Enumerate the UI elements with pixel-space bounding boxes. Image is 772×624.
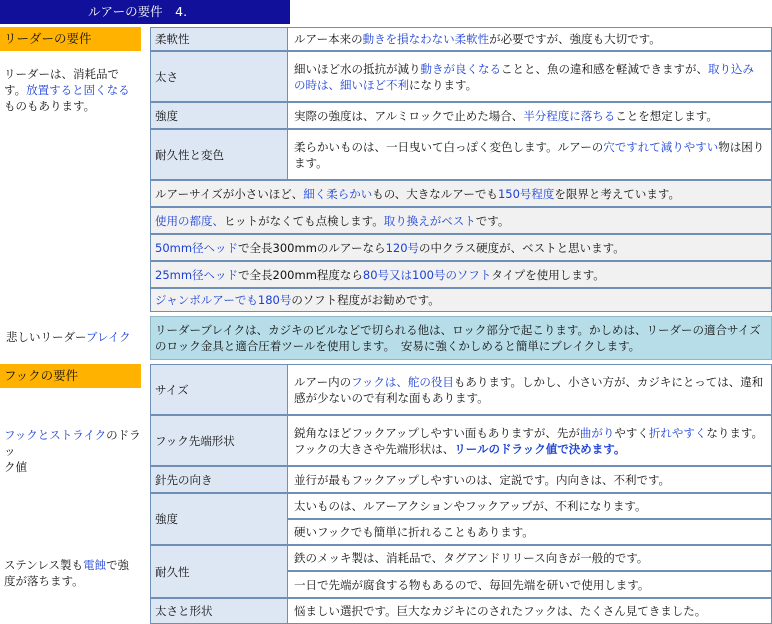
text-run: が必要ですが、強度も大切です。 xyxy=(489,32,661,46)
leader-note-c: ものもあります。 xyxy=(4,99,96,113)
leader-row-label: 耐久性と変色 xyxy=(150,129,288,180)
text-run: もあります。しかし、小さい方が、カジキにとっては、違和感が少ないので有利な面もあります。 xyxy=(294,374,764,405)
leader-row-text xyxy=(287,102,772,129)
text-run: ステンレス製も xyxy=(4,558,84,572)
hook-durability-text-2: 一日で先端が腐食する物もあるので、毎回先端を研いで使用します。 xyxy=(287,571,772,598)
text-run: タイプを使用します。 xyxy=(491,267,605,282)
highlight-run: 細く柔らかい xyxy=(303,186,373,201)
text-run: 細いほど水の抵抗が減り xyxy=(294,61,421,76)
leader-row-label: 太さ xyxy=(150,51,288,102)
text-run: ルアー本来の xyxy=(294,32,363,46)
text-run: 物は困ります。 xyxy=(294,139,765,170)
text-run: ク値 xyxy=(4,460,27,474)
hook-row-label: サイズ xyxy=(150,364,288,415)
hook-section-header: フックの要件 xyxy=(0,364,141,388)
hook-row-label: 耐久性 xyxy=(150,545,288,598)
leader-row-text xyxy=(287,51,772,102)
leader-note-row xyxy=(150,207,772,234)
text-run: の中クラス硬度が、ベストと思います。 xyxy=(419,240,625,255)
hook-side-note-2 xyxy=(4,557,142,589)
leader-note-a: リーダーは、消耗品で xyxy=(4,67,119,81)
hook-shape-text: 悩ましい選択です。巨大なカジキにのされたフックは、たくさん見てきました。 xyxy=(287,598,772,624)
highlight-run: 取り換えがベスト xyxy=(383,213,476,228)
leader-note-row xyxy=(150,261,772,288)
highlight-run: 50mm径ヘッド xyxy=(155,240,239,255)
leader-break-label-a: 悲しいリーダー xyxy=(6,330,86,344)
hook-row-label: 針先の向き xyxy=(150,466,288,493)
hook-strength-text-2: 硬いフックでも簡単に折れることもあります。 xyxy=(287,519,772,545)
leader-break-text: リーダーブレイクは、カジキのビルなどで切られる他は、ロック部分で起こります。かしめは、リーダーの適合サイズのロック金具と適合圧着ツールを使用します。 安易に強くかしめると簡単にブレイクします。 xyxy=(150,316,772,360)
highlight-run: 折れやすく xyxy=(648,425,707,440)
highlight-run: 穴ですれて減りやすい xyxy=(603,139,719,154)
hook-side-note xyxy=(4,427,142,475)
text-run: もの、大きなルアーでも xyxy=(372,186,498,201)
hook-needle-text: 並行が最もフックアップしやすいのは、定説です。内向きは、不利です。 xyxy=(287,466,772,493)
highlight-run: 150号程度 xyxy=(497,186,555,201)
text-run: ルアーサイズが小さいほど、 xyxy=(155,186,304,201)
leader-note-row xyxy=(150,288,772,312)
text-run: ルアー内の xyxy=(294,374,352,389)
highlight-run: 動きを損なわない柔軟性 xyxy=(362,32,490,46)
text-run: やすく xyxy=(614,425,649,440)
leader-note-row xyxy=(150,234,772,261)
leader-break-label xyxy=(6,329,142,345)
hook-durability-text-1: 鉄のメッキ製は、消耗品で、タグアンドリリース向きが一般的です。 xyxy=(287,545,772,571)
text-run: ことと、魚の違和感を軽減できますが、 xyxy=(501,61,708,76)
hook-tip-text xyxy=(287,415,772,466)
text-run: で全長200mm程度なら xyxy=(238,267,363,282)
leader-break-label-blue: ブレイク xyxy=(85,330,131,344)
hook-row-label: フック先端形状 xyxy=(150,415,288,466)
highlight-run: フックとストライク xyxy=(4,428,107,442)
highlight-run: 曲がり xyxy=(579,425,615,440)
hook-row-label: 太さと形状 xyxy=(150,598,288,624)
leader-note-row xyxy=(150,180,772,207)
highlight-run: 半分程度に落ちる xyxy=(523,108,616,123)
leader-section-header: リーダーの要件 xyxy=(0,27,141,51)
leader-row-text xyxy=(287,27,772,51)
highlight-run: 動きが良くなる xyxy=(420,61,501,76)
page-title: ルアーの要件 4. xyxy=(0,0,290,24)
highlight-run: 25mm径ヘッド xyxy=(155,267,239,282)
leader-row-text xyxy=(287,129,772,180)
text-run: ヒットがなくても点検します。 xyxy=(224,213,384,228)
text-run: ことを想定します。 xyxy=(615,108,718,123)
highlight-run: フックは、舵の役目 xyxy=(351,374,454,389)
text-run: 柔らかいものは、一日曳いて白っぽく変色します。ルアーの xyxy=(294,139,604,154)
highlight-run: ジャンボルアーでも180号 xyxy=(155,293,292,307)
text-run: 実際の強度は、アルミロックで止めた場合、 xyxy=(294,108,524,123)
text-run: を限界と考えています。 xyxy=(554,186,680,201)
text-run: なります。 xyxy=(706,425,763,440)
text-run: です。 xyxy=(475,213,510,228)
highlight-run: 取り込みの時は、細いほど不利 xyxy=(294,61,754,92)
leader-row-label: 柔軟性 xyxy=(150,27,288,51)
leader-side-note xyxy=(4,66,140,114)
highlight-run: 使用の都度、 xyxy=(155,213,224,228)
hook-row-label: 強度 xyxy=(150,493,288,545)
text-run: 度が落ちます。 xyxy=(4,574,84,588)
hook-size-text xyxy=(287,364,772,415)
text-run: になります。 xyxy=(409,77,478,92)
text-run: のドラッ xyxy=(4,428,141,458)
text-run: のソフト程度がお勧めです。 xyxy=(291,293,440,307)
text-run: フックの大きさや先端形状は、 xyxy=(294,441,455,456)
text-run: で強 xyxy=(106,558,130,572)
text-run: 鋭角なほどフックアップしやすい面もありますが、先が xyxy=(294,425,580,440)
leader-note-b: す。 xyxy=(4,83,27,97)
leader-note-blue: 放置すると固くなる xyxy=(26,83,130,97)
highlight-run: 80号又は100号のソフト xyxy=(362,267,492,282)
bold-highlight-run: リールのドラック値で決めます。 xyxy=(454,441,626,456)
leader-row-label: 強度 xyxy=(150,102,288,129)
highlight-run: 120号 xyxy=(385,240,420,255)
highlight-run: 電蝕 xyxy=(83,558,107,572)
hook-strength-text-1: 太いものは、ルアーアクションやフックアップが、不利になります。 xyxy=(287,493,772,519)
text-run: で全長300mmのルアーなら xyxy=(238,240,386,255)
